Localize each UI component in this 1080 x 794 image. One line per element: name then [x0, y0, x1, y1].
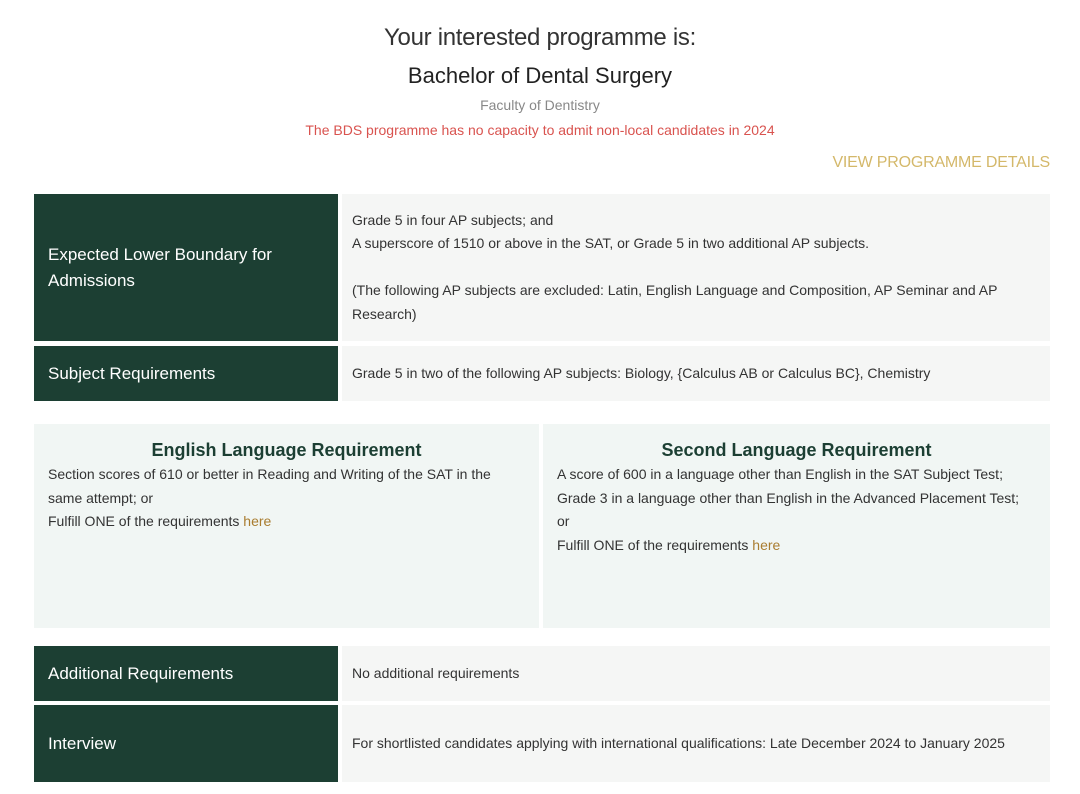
second-language-fulfill-text: Fulfill ONE of the requirements [557, 536, 753, 553]
expected-boundary-row [34, 194, 1050, 341]
spacer [352, 256, 1034, 280]
english-fulfill-text: Fulfill ONE of the requirements [48, 513, 244, 529]
faculty-name: Faculty of Dentistry [480, 97, 600, 113]
second-language-line: A score of 600 in a language other than English in the SAT Subject Test; [557, 466, 1003, 482]
english-requirement-line: Section scores of 610 or better in Reading and Writing of the SAT in the same attempt; or [48, 466, 491, 506]
intro-heading: Your interested programme is: [384, 24, 696, 51]
second-language-title: Second Language Requirement [661, 440, 932, 460]
subject-requirements-row [34, 346, 1050, 401]
second-language-here-link[interactable]: here [752, 536, 781, 553]
interview-value: For shortlisted candidates applying with international qualifications: Late December 2024 to January 2025 [342, 705, 1050, 782]
interview-label: Interview [34, 705, 338, 782]
interview-row [34, 705, 1050, 782]
english-language-requirement [34, 424, 539, 628]
view-programme-details-link[interactable]: VIEW PROGRAMME DETAILS [832, 154, 1050, 171]
expected-boundary-value [342, 194, 1050, 341]
english-fulfill-line [48, 510, 525, 534]
additional-requirements-row [34, 646, 1050, 701]
second-language-requirement [543, 424, 1050, 628]
capacity-notice: The BDS programme has no capacity to admit non-local candidates in 2024 [305, 122, 775, 138]
second-language-line: Grade 3 in a language other than English in the Advanced Placement Test; [557, 489, 1020, 506]
expected-boundary-line: A superscore of 1510 or above in the SAT, or Grade 5 in two additional AP subjects. [352, 235, 870, 252]
english-requirements-here-link[interactable]: here [243, 513, 272, 529]
second-language-fulfill-line [557, 534, 1036, 558]
subject-requirements-label: Subject Requirements [34, 346, 338, 401]
expected-boundary-line: Grade 5 in four AP subjects; and [352, 211, 554, 228]
additional-requirements-label: Additional Requirements [34, 646, 338, 701]
second-language-line: or [557, 513, 570, 529]
additional-requirements-value: No additional requirements [342, 646, 1050, 701]
programme-name: Bachelor of Dental Surgery [407, 63, 673, 88]
expected-boundary-exclusion: (The following AP subjects are excluded: Latin, English Language and Composition, AP Seminar and AP Research) [352, 282, 998, 322]
subject-requirements-value: Grade 5 in two of the following AP subjects: Biology, {Calculus AB or Calculus BC}, Chemistry [342, 346, 1050, 401]
expected-boundary-label: Expected Lower Boundary for Admissions [34, 194, 338, 341]
english-requirement-title: English Language Requirement [151, 440, 422, 460]
